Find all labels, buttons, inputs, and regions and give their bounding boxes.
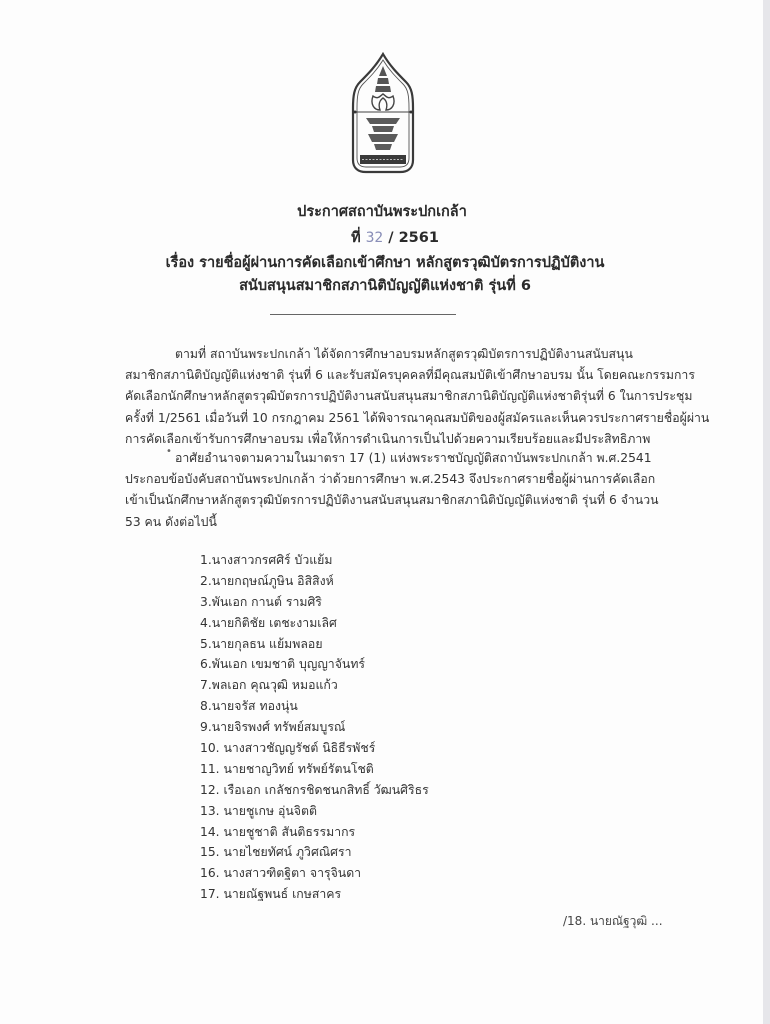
continuation-note: /18. นายณัฐวุฒิ ... — [563, 914, 663, 928]
list-item: 3.พันเอก กานต์ รามศิริ — [200, 594, 322, 609]
page-edge-shadow — [763, 0, 770, 1024]
subject-line-2: สนับสนุนสมาชิกสภานิติบัญญัติแห่งชาติ รุ่นที่ 6 — [239, 278, 531, 294]
list-item: 1.นางสาวกรศศิร์ บัวแย้ม — [200, 553, 333, 567]
paragraph-line: ตามที่ สถาบันพระปกเกล้า ได้จัดการศึกษาอบรมหลักสูตรวุฒิบัตรการปฏิบัติงานสนับสนุน — [175, 347, 633, 361]
announcement-number — [10, 226, 770, 249]
paragraph-2 — [125, 448, 665, 533]
list-item: 16. นางสาวฑิตฐิตา จารุจินดา — [200, 866, 362, 881]
list-item: 4.นายกิติชัย เตชะงามเลิศ — [200, 615, 337, 630]
number-suffix: / 2561 — [388, 230, 439, 246]
paragraph-line: เข้าเป็นนักศึกษาหลักสูตรวุฒิบัตรการปฏิบัติงานสนับสนุนสมาชิกสภานิติบัญญัติแห่งชาติ รุ่นที่ 6 จำนวน — [125, 493, 659, 508]
list-item: 5.นายกุลธน แย้มพลอย — [200, 636, 323, 651]
list-item: 17. นายณัฐพนธ์ เกษสาคร — [200, 887, 342, 902]
subject-line-1: เรื่อง รายชื่อผู้ผ่านการคัดเลือกเข้าศึกษา หลักสูตรวุฒิบัตรการปฏิบัติงาน — [165, 255, 605, 271]
paragraph-line: ครั้งที่ 1/2561 เมื่อวันที่ 10 กรกฎาคม 2561 ได้พิจารณาคุณสมบัติของผู้สมัครและเห็นควรประกาศรายชื่อผู้ผ่าน — [125, 410, 710, 425]
list-item: 15. นายไชยทัศน์ ภูวิศณิศรา — [200, 845, 352, 860]
list-item: 13. นายชูเกษ อุ่นจิตติ — [200, 803, 317, 818]
institute-emblem-icon — [348, 52, 418, 178]
paragraph-line: สมาชิกสภานิติบัญญัติแห่งชาติ รุ่นที่ 6 และรับสมัครบุคคลที่มีคุณสมบัติเข้าศึกษาอบรม นั้น โดยคณะกรรมการ — [125, 368, 695, 383]
list-item: 9.นายจิรพงศ์ ทรัพย์สมบูรณ์ — [200, 720, 346, 735]
number-prefix: ที่ — [351, 230, 361, 246]
announcement-heading: ประกาศสถาบันพระปกเกล้า — [297, 204, 467, 220]
paragraph-line: ประกอบข้อบังคับสถาบันพระปกเกล้า ว่าด้วยการศึกษา พ.ศ.2543 จึงประกาศรายชื่อผู้ผ่านการคัดเลือก — [125, 472, 656, 487]
name-list — [200, 550, 429, 905]
list-item: 10. นางสาวชัญญรัชต์ นิธิธีรพัชร์ — [200, 741, 376, 756]
paragraph-line: อาศัยอำนาจตามความในมาตรา 17 (1) แห่งพระราชบัญญัติสถาบันพระปกเกล้า พ.ศ.2541 — [175, 451, 652, 465]
paragraph-line: 53 คน ดังต่อไปนี้ — [125, 514, 217, 529]
list-item: 11. นายชาญวิทย์ ทรัพย์รัตนโชติ — [200, 761, 374, 776]
paragraph-line: การคัดเลือกเข้ารับการศึกษาอบรม เพื่อให้การดำเนินการเป็นไปด้วยความเรียบร้อยและมีประสิทธิภาพ — [125, 431, 651, 446]
paragraph-line: คัดเลือกนักศึกษาหลักสูตรวุฒิบัตรการปฏิบัติงานสนับสนุนสมาชิกสภานิติบัญญัติแห่งชาติรุ่นที่ 6 ในการประชุม — [125, 389, 693, 404]
number-value: 32 — [365, 230, 384, 246]
heading-divider — [270, 314, 456, 315]
list-item: 2.นายกฤษณ์ภูษิน อิสิสิงห์ — [200, 573, 334, 588]
bullet-mark-icon: • — [166, 446, 172, 457]
list-item: 14. นายชูชาติ สันติธรรมากร — [200, 824, 356, 839]
list-item: 8.นายจรัส ทองนุ่น — [200, 699, 298, 714]
list-item: 7.พลเอก คุณวุฒิ หมอแก้ว — [200, 678, 338, 693]
list-item: 12. เรือเอก เกลัชกรชิดชนกสิทธิ์ วัฒนศิริธร — [200, 782, 429, 797]
paragraph-1 — [125, 344, 710, 450]
list-item: 6.พันเอก เขมชาติ บุญญาจันทร์ — [200, 657, 366, 672]
